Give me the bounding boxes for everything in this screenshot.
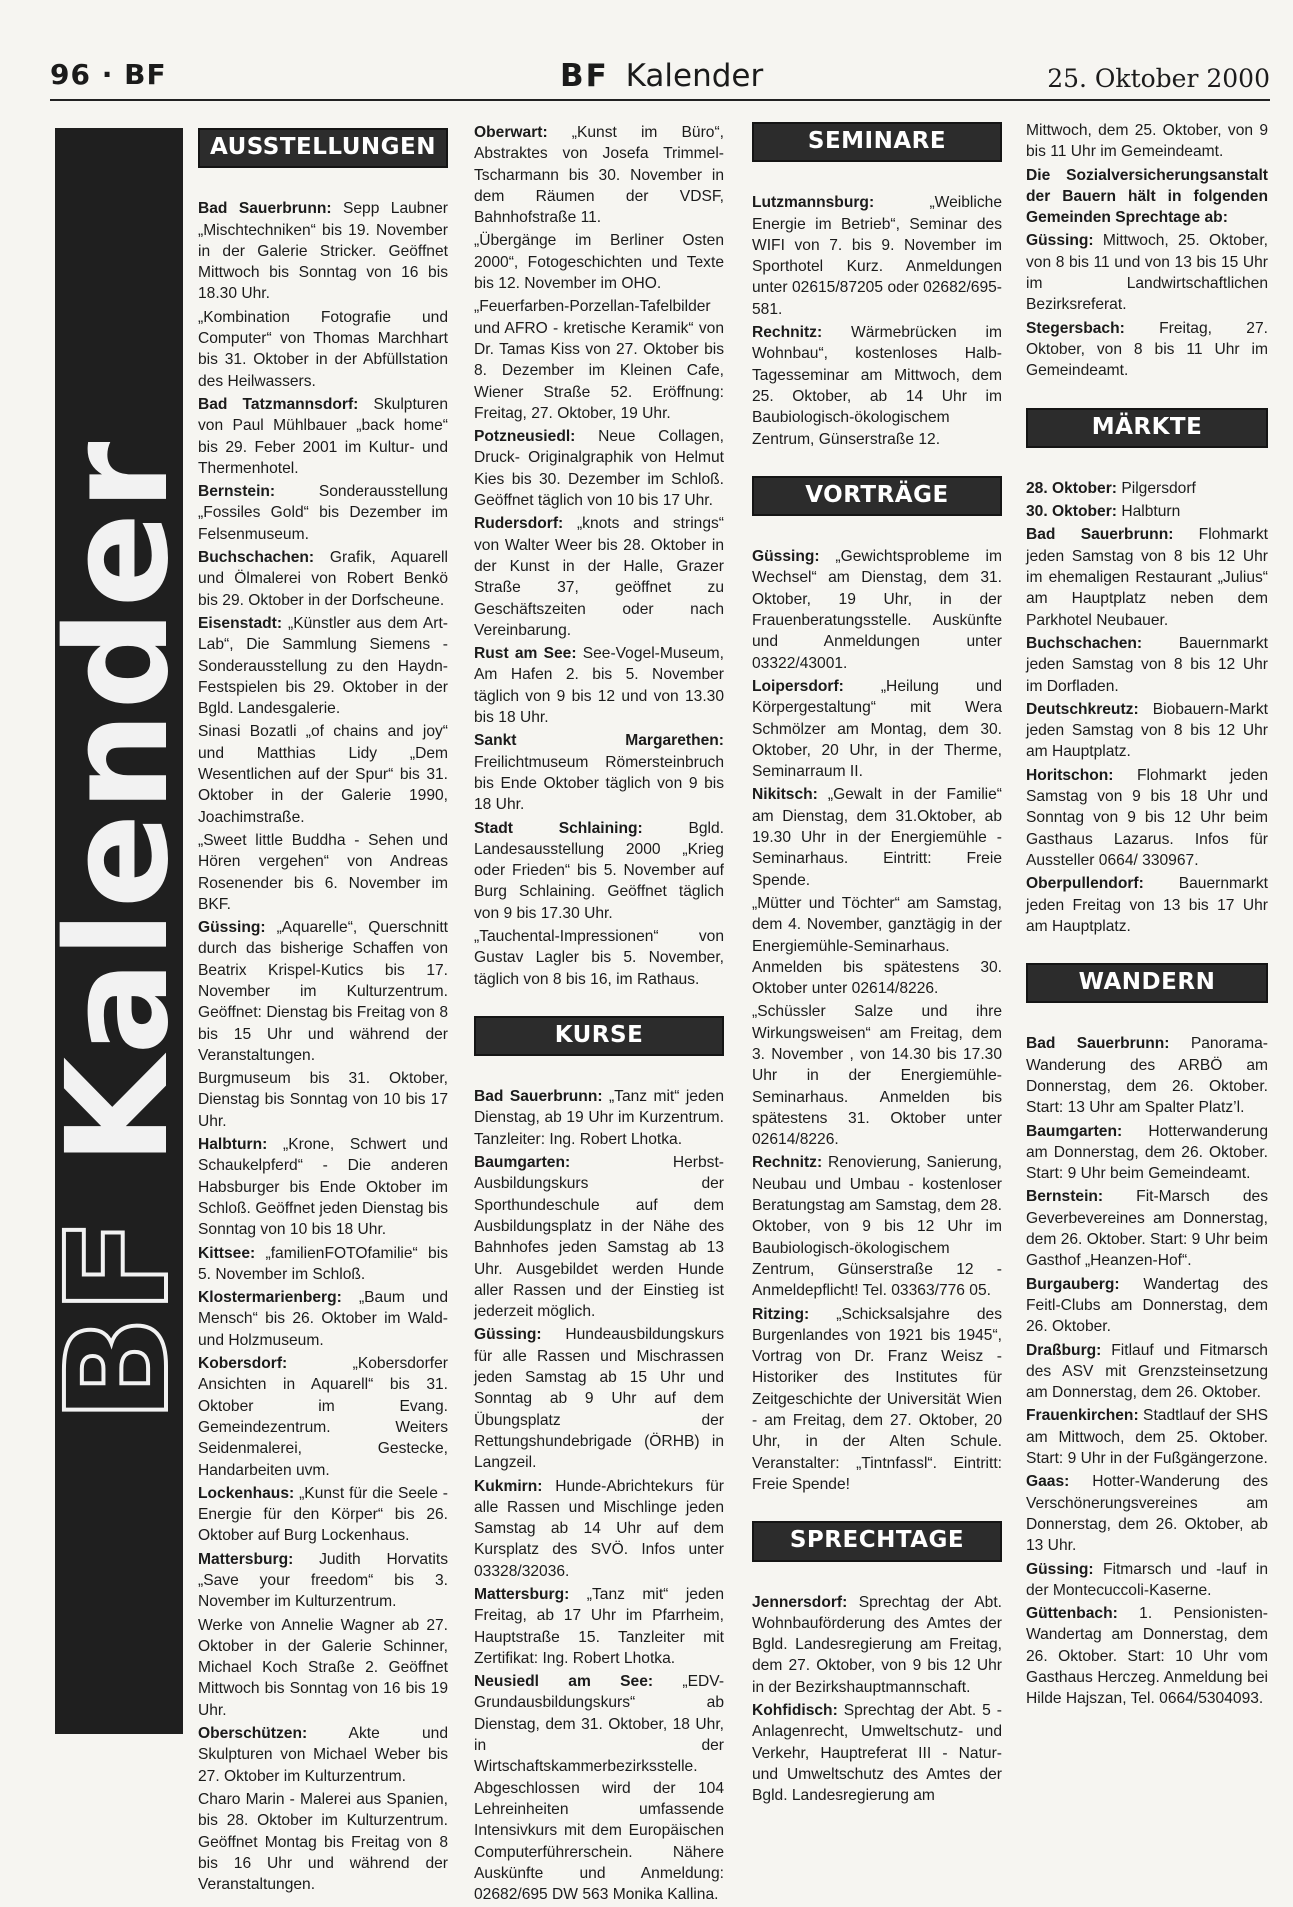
- listing-text: „Kombination Fotografie und Computer“ von Thomas Marchhart bis 31. Oktober in der Abfüllstation des Heilwassers.: [198, 308, 448, 390]
- listing-entry: [198, 481, 448, 545]
- listing-text: „Schüssler Salze und ihre Wirkungsweisen“ am Freitag, dem 3. November , von 14.30 bis 17.30 Uhr in der Energiemühle-Seminarhaus. Anmelden bis spätestens 31. Oktober unter 02614/8226.: [752, 1003, 1002, 1149]
- listing-entry: [752, 546, 1002, 674]
- listing-location: Kobersdorf:: [198, 1355, 288, 1373]
- listing-text: „Aquarelle“, Querschnitt durch das bisherige Schaffen von Beatrix Krispel-Kutics bis 17. November im Kulturzentrum. Geöffnet: Dienstag bis Freitag von 8 bis 15 Uhr und während der Veranstaltungen.: [198, 919, 448, 1064]
- section-body-wandern: [1026, 1033, 1268, 1709]
- listing-location: Frauenkirchen:: [1026, 1407, 1139, 1425]
- listing-text: Burgmuseum bis 31. Oktober, Dienstag bis Sonntag von 10 bis 17 Uhr.: [198, 1070, 448, 1130]
- listing-location: Güssing:: [474, 1326, 542, 1344]
- section-header-ausstellungen: AUSSTELLUNGEN: [198, 128, 448, 168]
- side-banner: [37, 128, 200, 1734]
- listing-entry: [198, 1615, 448, 1721]
- section-gap: [474, 992, 724, 1016]
- listing-text: Freitag, 27. Oktober, von 8 bis 11 Uhr im Gemeindeamt.: [1026, 319, 1268, 380]
- listing-entry: [198, 307, 448, 392]
- listing-entry: [474, 926, 724, 990]
- listing-text: „Weibliche Energie im Betrieb“, Seminar des WIFI von 7. bis 9. November im Sporthotel Kurz. Anmeldungen unter 02615/87205 oder 02682/695-581.: [752, 194, 1002, 318]
- listing-text: Bgld. Landesausstellung 2000 „Krieg oder Frieden“ bis 5. November auf Burg Schlaining. Geöffnet täglich von 9 bis 17.30 Uhr.: [474, 819, 724, 922]
- listing-location: Lockenhaus:: [198, 1484, 295, 1502]
- listing-text: Fitlauf und Fitmarsch des ASV mit Grenzsteinsetzung am Donnerstag, dem 26. Oktober.: [1026, 1341, 1268, 1402]
- listing-entry: [474, 1324, 724, 1473]
- listing-text: Judith Horvatits „Save your freedom“ bis 3. November im Kulturzentrum.: [198, 1550, 448, 1611]
- listing-entry: [1026, 1471, 1268, 1556]
- listing-text: „Übergänge im Berliner Osten 2000“, Fotogeschichten und Texte bis 12. November im OHO.: [474, 232, 724, 293]
- listing-text: Pilgersdorf: [1117, 479, 1196, 497]
- listing-text: Fit-Marsch des Geverbevereines am Donnerstag, dem 26. Oktober. Start: 9 Uhr beim Gasthof „Heanzen-Hof“.: [1026, 1188, 1268, 1270]
- listing-text: „Kunst im Büro“, Abstraktes von Josefa Trimmel-Tscharmann bis 30. November in dem Räumen der VDSF, Bahnhofstraße 11.: [474, 124, 724, 227]
- side-banner-text: [37, 439, 200, 1423]
- listing-location: Güssing:: [1026, 1560, 1094, 1578]
- listing-entry: [1026, 1603, 1268, 1709]
- listing-location: Klostermarienberg:: [198, 1289, 342, 1307]
- listing-entry: [198, 917, 448, 1066]
- listing-entry: [752, 1001, 1002, 1150]
- section-header-kurse: KURSE: [474, 1016, 724, 1056]
- listing-text: „familienFOTOfamilie“ bis 5. November im Schloß.: [198, 1244, 448, 1283]
- listing-entry: [198, 1134, 448, 1240]
- listing-location: Stadt Schlaining:: [474, 819, 643, 837]
- section-gap: [1026, 384, 1268, 408]
- listing-text: „Tanz mit“ jeden Dienstag, ab 19 Uhr im Kurzentrum. Tanzleiter: Ing. Robert Lhotka.: [474, 1088, 725, 1148]
- listing-entry: [198, 1549, 448, 1613]
- listing-location: Bad Sauerbrunn:: [1026, 1035, 1170, 1053]
- side-banner-word: Kalender: [37, 439, 200, 1166]
- listing-entry: [198, 613, 448, 719]
- listing-entry: [1026, 165, 1268, 229]
- listing-text: „Baum und Mensch“ bis 26. Oktober im Wald- und Holzmuseum.: [198, 1289, 448, 1349]
- listing-entry: [198, 1068, 448, 1132]
- section-body-sprechtage-cont: [1026, 120, 1268, 382]
- listing-entry: [1026, 1186, 1268, 1271]
- listing-location: Bernstein:: [1026, 1188, 1104, 1206]
- listing-location: Neusiedl am See:: [474, 1673, 654, 1691]
- listing-text: 1. Pensionisten-Wandertag am Donnerstag, dem 26. Oktober. Start: 10 Uhr vom Gasthaus Herczeg. Anmeldung bei Hilde Hajszan, Tel. 0664/5304093.: [1026, 1605, 1268, 1708]
- listing-location: Nikitsch:: [752, 786, 818, 804]
- listing-entry: [1026, 478, 1268, 499]
- listing-text: „Tanz mit“ jeden Freitag, ab 17 Uhr im Pfarrheim, Hauptstraße 15. Tanzleiter mit Zertifikat: Ing. Robert Lhotka.: [474, 1586, 724, 1667]
- listing-location: Rechnitz:: [752, 1154, 823, 1172]
- listing-entry: [474, 426, 724, 511]
- listing-location: Burgauberg:: [1026, 1275, 1120, 1293]
- section-gap: [752, 1497, 1002, 1521]
- section-body-ausstellungen: [198, 198, 448, 1895]
- listing-text: „Mütter und Töchter“ am Samstag, dem 4. November, ganztägig in der Energiemühle-Seminarhaus. Anmelden bis spätestens 30. Oktober unter 02614/8226.: [752, 894, 1002, 998]
- listing-location: Mattersburg:: [198, 1550, 294, 1568]
- listing-location: Jennersdorf:: [752, 1593, 848, 1611]
- listing-entry: [1026, 318, 1268, 382]
- section-body-kurse: [474, 1086, 724, 1905]
- listing-location: Rust am See:: [474, 645, 577, 663]
- listing-location: Die Sozialversicherungsanstalt der Bauern hält in folgenden Gemeinden Sprechtage ab:: [1026, 166, 1268, 227]
- section-header-sprechtage: SPRECHTAGE: [752, 1521, 1002, 1561]
- listing-entry: [474, 730, 724, 815]
- section-gap: [752, 452, 1002, 476]
- section-gap: [1026, 939, 1268, 963]
- listing-entry: [752, 893, 1002, 999]
- column-4: [1026, 120, 1268, 1712]
- listing-location: Stegersbach:: [1026, 319, 1125, 337]
- listing-entry: [198, 1243, 448, 1286]
- listing-location: Gaas:: [1026, 1473, 1070, 1491]
- listing-entry: [752, 322, 1002, 450]
- listing-entry: [474, 1671, 724, 1905]
- listing-location: Deutschkreutz:: [1026, 700, 1139, 718]
- listing-text: Mittwoch, 25. Oktober, von 8 bis 11 und von 13 bis 15 Uhr im Landwirtschaftlichen Bezirksreferat.: [1026, 232, 1268, 314]
- section-header-maerkte: MÄRKTE: [1026, 408, 1268, 448]
- listing-location: Oberpullendorf:: [1026, 875, 1144, 893]
- listing-location: Draßburg:: [1026, 1341, 1102, 1359]
- listing-location: Ritzing:: [752, 1305, 810, 1323]
- listing-text: Neue Collagen, Druck- Originalgraphik von Helmut Kies bis 30. Dezember im Schloß. Geöffnet täglich von 10 bis 17 Uhr.: [474, 428, 724, 510]
- listing-entry: [1026, 765, 1268, 871]
- header-rule: [50, 99, 1270, 101]
- section-header-wandern: WANDERN: [1026, 963, 1268, 1003]
- section-body-vortraege: [752, 546, 1002, 1495]
- listing-text: Charo Marin - Malerei aus Spanien, bis 28. Oktober im Kulturzentrum. Geöffnet Montag bis Freitag von 8 bis 16 Uhr und während der Veranstaltungen.: [198, 1790, 448, 1894]
- section-body-sprechtage: [752, 1592, 1002, 1807]
- listing-entry: [474, 1086, 724, 1150]
- listing-entry: [198, 1287, 448, 1351]
- listing-location: Buchschachen:: [1026, 634, 1143, 652]
- listing-text: „EDV-Grundausbildungskurs“ ab Dienstag, dem 31. Oktober, 18 Uhr, in der Wirtschaftskammerbezirksstelle. Abgeschlossen wird der 104 Lehreinheiten umfassende Intensivkurs mit dem Europäischen Computerführerschein. Nähere Auskünfte und Anmeldung: 02682/695 DW 563 Monika Kallina.: [474, 1673, 725, 1904]
- listing-location: 28. Oktober:: [1026, 479, 1117, 497]
- listing-text: Sprechtag der Abt. 5 - Anlagenrecht, Umweltschutz- und Verkehr, Hauptreferat III - Natur- und Umweltschutz des Amtes der Bgld. Landesregierung am: [752, 1702, 1002, 1805]
- listing-entry: [752, 192, 1002, 320]
- listing-entry: [474, 1584, 724, 1669]
- issue-date: 25. Oktober 2000: [1047, 64, 1270, 93]
- listing-text: Flohmarkt jeden Samstag von 8 bis 12 Uhr im ehemaligen Restaurant „Julius“ am Hauptplatz neben dem Parkhotel Neubauer.: [1026, 526, 1268, 629]
- section-body-ausstellungen-cont: [474, 122, 724, 990]
- listing-location: Baumgarten:: [474, 1154, 571, 1172]
- listing-text: „Heilung und Körpergestaltung“ mit Wera Schmölzer am Montag, dem 30. Oktober, 20 Uhr, in der Therme, Seminarraum II.: [752, 677, 1002, 781]
- listing-entry: [474, 1152, 724, 1322]
- column-2: [474, 122, 724, 1907]
- listing-entry: [752, 1592, 1002, 1698]
- listing-location: Horitschon:: [1026, 766, 1114, 784]
- listing-location: Rechnitz:: [752, 324, 823, 342]
- listing-entry: [198, 394, 448, 479]
- page-header: [50, 58, 1270, 102]
- listing-entry: [1026, 633, 1268, 697]
- listing-entry: [198, 721, 448, 827]
- listing-location: Oberschützen:: [198, 1725, 308, 1743]
- page-number: 96 · BF: [50, 58, 167, 91]
- listing-location: Bad Tatzmannsdorf:: [198, 395, 359, 413]
- listing-entry: [1026, 501, 1268, 522]
- title-logo: BF: [560, 58, 609, 94]
- section-header-seminare: SEMINARE: [752, 122, 1002, 162]
- listing-location: Oberwart:: [474, 124, 548, 141]
- listing-entry: [1026, 1559, 1268, 1602]
- column-3: [752, 122, 1002, 1808]
- listing-location: Sankt Margarethen:: [474, 732, 724, 750]
- listing-entry: [752, 1152, 1002, 1301]
- section-body-maerkte: [1026, 478, 1268, 937]
- listing-location: Buchschachen:: [198, 549, 315, 567]
- listing-entry: [752, 676, 1002, 782]
- listing-location: Güssing:: [1026, 232, 1094, 250]
- listing-text: Renovierung, Sanierung, Neubau und Umbau - kostenloser Beratungstag am Samstag, dem 28. Oktober, von 9 bis 12 Uhr im Baubiologisch-ökologischem Zentrum, Günserstraße 12 - Anmeldepflicht! Tel. 03363/776 05.: [752, 1154, 1002, 1300]
- listing-text: Herbst-Ausbildungskurs der Sporthundeschule auf dem Ausbildungsplatz in der Nähe des Bahnhofes jeden Samstag ab 13 Uhr. Ausgebildet werden Hunde aller Rassen und der Einstieg ist jederzeit möglich.: [474, 1154, 724, 1321]
- listing-location: Loipersdorf:: [752, 677, 844, 695]
- listing-text: Hunde-Abrichtekurs für alle Rassen und Mischlinge jeden Samstag ab 14 Uhr auf dem Kursplatz des SVÖ. Infos unter 03328/32036.: [474, 1477, 724, 1580]
- listing-location: Kohfidisch:: [752, 1702, 838, 1719]
- listing-text: Sonderausstellung „Fossiles Gold“ bis Dezember im Felsenmuseum.: [198, 483, 448, 543]
- listing-text: „Sweet little Buddha - Sehen und Hören vergehen“ von Andreas Rosenender bis 6. November im BKF.: [198, 831, 448, 913]
- listing-entry: [198, 1789, 448, 1895]
- column-1: [198, 128, 448, 1897]
- listing-entry: [1026, 524, 1268, 630]
- listing-text: „Schicksalsjahre des Burgenlandes von 1921 bis 1945“, Vortrag von Dr. Franz Weisz - Historiker des Institutes für Zeitgeschichte der Universität Wien - am Freitag, dem 27. Oktober, 20 Uhr, in der Alten Schule. Veranstalter: „Tintnfassl“. Eintritt: Freie Spende!: [752, 1305, 1002, 1493]
- listing-entry: [1026, 1340, 1268, 1404]
- listing-entry: [474, 513, 724, 641]
- listing-entry: [198, 547, 448, 611]
- listing-location: Bad Sauerbrunn:: [1026, 526, 1174, 544]
- side-banner-logo: BF: [37, 1216, 200, 1423]
- listing-entry: [1026, 1121, 1268, 1185]
- listing-text: Freilichtmuseum Römersteinbruch bis Ende Oktober täglich von 9 bis 18 Uhr.: [474, 753, 724, 814]
- listing-entry: [752, 1304, 1002, 1496]
- listing-location: Güssing:: [752, 548, 820, 566]
- listing-entry: [752, 1700, 1002, 1806]
- listing-location: Bad Sauerbrunn:: [474, 1088, 603, 1106]
- listing-text: Fitmarsch und -lauf in der Montecuccoli-Kaserne.: [1026, 1560, 1268, 1599]
- listing-text: Werke von Annelie Wagner ab 27. Oktober in der Galerie Schinner, Michael Koch Straße 2. Geöffnet Mittwoch bis Sonntag von 16 bis 19 Uhr.: [198, 1616, 448, 1719]
- listing-location: Baumgarten:: [1026, 1122, 1123, 1140]
- listing-location: Güttenbach:: [1026, 1605, 1118, 1623]
- listing-text: Sprechtag der Abt. Wohnbauförderung des Amtes der Bgld. Landesregierung am Freitag, dem 27. Oktober, von 9 bis 12 Uhr in der Bezirkshauptmannschaft.: [752, 1593, 1002, 1696]
- listing-text: „Tauchental-Impressionen“ von Gustav Lagler bis 5. November, täglich von 8 bis 16, im Rathaus.: [474, 927, 724, 988]
- listing-entry: [198, 198, 448, 304]
- listing-text: Skulpturen von Paul Mühlbauer „back home“ bis 29. Feber 2001 im Kultur- und Thermenhotel.: [198, 395, 448, 477]
- listing-entry: [752, 784, 1002, 890]
- listing-entry: [1026, 1033, 1268, 1118]
- listing-entry: [198, 830, 448, 915]
- listing-text: Panorama-Wanderung des ARBÖ am Donnerstag, dem 26. Oktober. Start: 13 Uhr am Spalter Platz’l.: [1026, 1035, 1268, 1117]
- listing-location: 30. Oktober:: [1026, 503, 1117, 521]
- listing-location: Eisenstadt:: [198, 614, 283, 632]
- listing-text: „knots and strings“ von Walter Weer bis 28. Oktober in der Kunst in der Halle, Grazer Straße 37, geöffnet zu Geschäftszeiten oder nach Vereinbarung.: [474, 515, 724, 639]
- listing-text: Halbturn: [1117, 503, 1181, 521]
- title-word: Kalender: [625, 58, 764, 94]
- listing-text: Bauernmarkt jeden Samstag von 8 bis 12 Uhr im Dorfladen.: [1026, 634, 1268, 695]
- listing-text: Wandertag des Feitl-Clubs am Donnerstag, dem 26. Oktober.: [1026, 1275, 1268, 1336]
- listing-location: Halbturn:: [198, 1136, 268, 1154]
- listing-text: Hotter-Wanderung des Verschönerungsvereines am Donnerstag, dem 26. Oktober, ab 13 Uhr.: [1026, 1473, 1268, 1555]
- listing-entry: [1026, 873, 1268, 937]
- listing-location: Bernstein:: [198, 483, 276, 501]
- section-body-seminare: [752, 192, 1002, 450]
- listing-entry: [198, 1353, 448, 1481]
- listing-text: „Krone, Schwert und Schaukelpferd“ - Die anderen Habsburger bis Ende Oktober im Schloß. Geöffnet jeden Dienstag bis Sonntag von 10 bis 18 Uhr.: [198, 1136, 448, 1239]
- listing-location: Kittsee:: [198, 1244, 256, 1262]
- listing-text: Akte und Skulpturen von Michael Weber bis 27. Oktober im Kulturzentrum.: [198, 1725, 448, 1785]
- listing-text: „Künstler aus dem Art-Lab“, Die Sammlung Siemens - Sonderausstellung zu den Haydn-Festspielen bis 29. Oktober in der Bgld. Landesgalerie.: [198, 614, 448, 718]
- section-header-vortraege: VORTRÄGE: [752, 476, 1002, 516]
- listing-text: Grafik, Aquarell und Ölmalerei von Robert Benkö bis 29. Oktober in der Dorfscheune.: [198, 549, 448, 609]
- listing-text: Sinasi Bozatli „of chains and joy“ und Matthias Lidy „Dem Wesentlichen auf der Spur“ bis 31. Oktober in der Galerie 1990, Joachimstraße.: [198, 723, 448, 826]
- page-title: [560, 58, 763, 94]
- listing-text: „Gewichtsprobleme im Wechsel“ am Dienstag, dem 31. Oktober, 19 Uhr, in der Frauenberatungsstelle. Auskünfte und Anmeldungen unter 03322/43001.: [752, 548, 1002, 672]
- listing-text: Biobauern-Markt jeden Samstag von 8 bis 12 Uhr am Hauptplatz.: [1026, 700, 1268, 761]
- listing-location: Lutzmannsburg:: [752, 194, 875, 212]
- listing-text: „Kunst für die Seele - Energie für den Körper“ bis 26. Oktober auf Burg Lockenhaus.: [198, 1484, 448, 1545]
- listing-text: See-Vogel-Museum, Am Hafen 2. bis 5. November täglich von 9 bis 12 und von 13.30 bis 18 Uhr.: [474, 645, 724, 727]
- listing-entry: [1026, 1274, 1268, 1338]
- listing-text: „Kobersdorfer Ansichten in Aquarell“ bis 31. Oktober im Evang. Gemeindezentrum. Weiters Seidenmalerei, Gestecke, Handarbeiten uvm.: [198, 1355, 448, 1479]
- listing-entry: [474, 230, 724, 294]
- listing-entry: [198, 1723, 448, 1787]
- listing-entry: [474, 296, 724, 424]
- listing-location: Mattersburg:: [474, 1586, 570, 1603]
- listing-text: Hotterwanderung am Donnerstag, dem 26. Oktober. Start: 9 Uhr beim Gemeindeamt.: [1026, 1122, 1268, 1183]
- listing-location: Rudersdorf:: [474, 515, 564, 533]
- listing-entry: [474, 643, 724, 728]
- listing-entry: [1026, 699, 1268, 763]
- listing-location: Potzneusiedl:: [474, 428, 576, 446]
- listing-entry: [1026, 1405, 1268, 1469]
- listing-location: Güssing:: [198, 919, 266, 937]
- listing-text: „Gewalt in der Familie“ am Dienstag, dem 31.Oktober, ab 19.30 Uhr in der Energiemühle - Seminarhaus. Eintritt: Freie Spende.: [752, 786, 1002, 889]
- listing-text: Sepp Laubner „Mischtechniken“ bis 19. November in der Galerie Stricker. Geöffnet Mittwoch bis Sonntag von 16 bis 18.30 Uhr.: [198, 200, 448, 303]
- listing-entry: [474, 818, 724, 924]
- listing-text: „Feuerfarben-Porzellan-Tafelbilder und AFRO - kretische Keramik“ von Dr. Tamas Kiss von 27. Oktober bis 8. Dezember im Kleinen Cafe, Wiener Straße 52. Eröffnung: Freitag, 27. Oktober, 19 Uhr.: [474, 298, 724, 422]
- listing-entry: [474, 1476, 724, 1582]
- listing-entry: [1026, 120, 1268, 163]
- listing-entry: [474, 122, 724, 228]
- listing-text: Flohmarkt jeden Samstag von 9 bis 18 Uhr und Sonntag von 9 bis 12 Uhr beim Gasthaus Lazarus. Infos für Aussteller 0664/ 330967.: [1026, 766, 1268, 869]
- listing-location: Bad Sauerbrunn:: [198, 200, 332, 218]
- listing-location: Kukmirn:: [474, 1477, 543, 1495]
- listing-text: Bauernmarkt jeden Freitag von 13 bis 17 Uhr am Hauptplatz.: [1026, 875, 1268, 935]
- listing-text: Hundeausbildungskurs für alle Rassen und Mischrassen jeden Samstag ab 15 Uhr und Sonntag ab 9 Uhr auf dem Übungsplatz der Rettungshundebrigade (ÖRHB) in Langzeil.: [474, 1326, 724, 1472]
- listing-text: Mittwoch, dem 25. Oktober, von 9 bis 11 Uhr im Gemeindeamt.: [1026, 122, 1268, 161]
- listing-entry: [1026, 230, 1268, 315]
- listing-entry: [198, 1483, 448, 1547]
- listing-text: Wärmebrücken im Wohnbau“, kostenloses Halb-Tagesseminar am Mittwoch, dem 25. Oktober, ab 14 Uhr im Baubiologisch-ökologischem Zentrum, Günserstraße 12.: [752, 324, 1002, 448]
- listing-text: Stadtlauf der SHS am Mittwoch, dem 25. Oktober. Start: 9 Uhr in der Fußgängerzone.: [1026, 1407, 1268, 1468]
